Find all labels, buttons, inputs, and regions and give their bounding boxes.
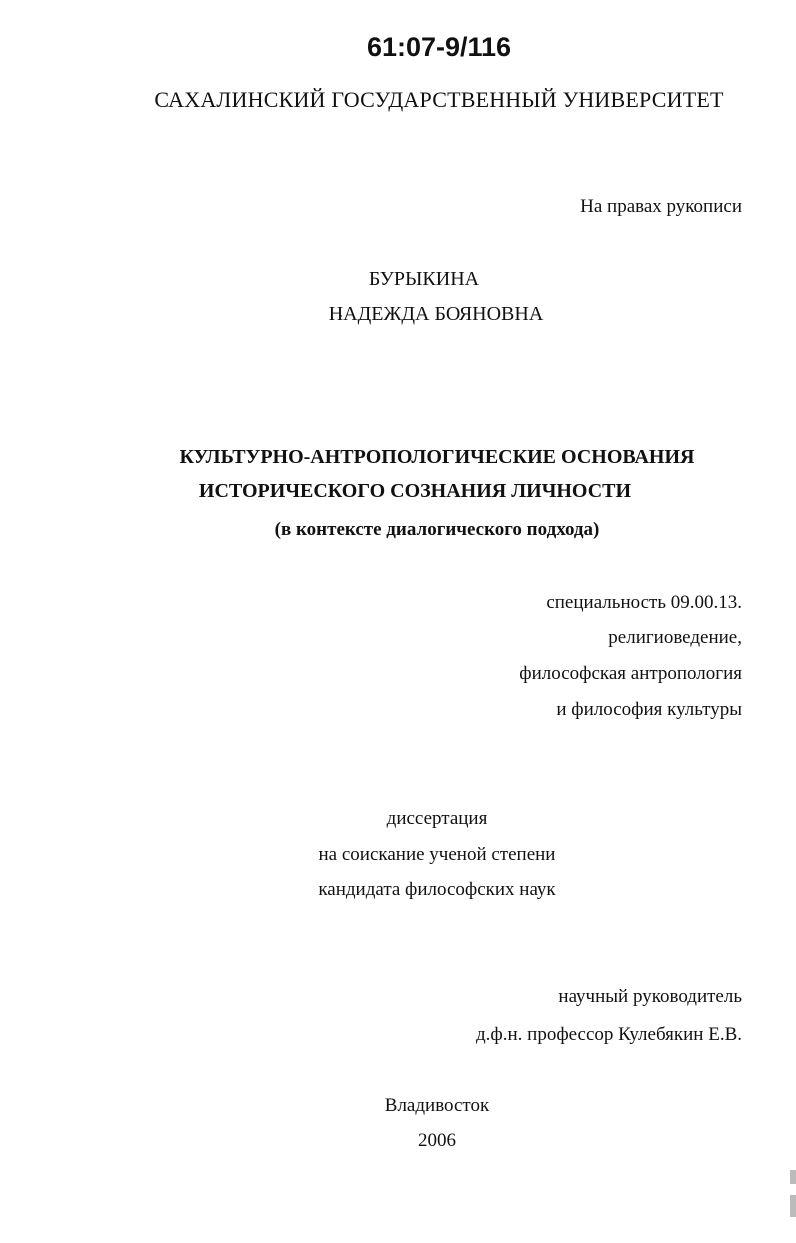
degree-line-1: на соискание ученой степени xyxy=(318,844,556,865)
archive-code: 61:07-9/116 xyxy=(366,32,512,62)
dissertation-subtitle: (в контексте диалогического подхода) xyxy=(274,519,600,540)
scan-edge-mark xyxy=(790,1195,796,1217)
specialty-line-3: философская антропология xyxy=(519,663,742,684)
dissertation-type: диссертация xyxy=(386,808,488,829)
dissertation-title-line-1: КУЛЬТУРНО-АНТРОПОЛОГИЧЕСКИЕ ОСНОВАНИЯ xyxy=(179,446,695,468)
rights-note: На правах рукописи xyxy=(580,196,742,217)
author-surname: БУРЫКИНА xyxy=(368,268,480,290)
university-name: САХАЛИНСКИЙ ГОСУДАРСТВЕННЫЙ УНИВЕРСИТЕТ xyxy=(154,87,724,112)
year: 2006 xyxy=(418,1130,456,1151)
scan-edge-mark xyxy=(790,1170,796,1184)
supervisor-label: научный руководитель xyxy=(558,986,742,1007)
specialty-code: специальность 09.00.13. xyxy=(546,592,742,613)
supervisor-name: д.ф.н. профессор Кулебякин Е.В. xyxy=(476,1024,742,1045)
degree-line-2: кандидата философских наук xyxy=(318,879,556,900)
specialty-line-4: и философия культуры xyxy=(556,699,742,720)
place: Владивосток xyxy=(384,1095,490,1116)
dissertation-title-line-2: ИСТОРИЧЕСКОГО СОЗНАНИЯ ЛИЧНОСТИ xyxy=(198,480,632,502)
specialty-line-2: религиоведение, xyxy=(608,627,742,648)
author-given-names: НАДЕЖДА БОЯНОВНА xyxy=(328,303,544,325)
